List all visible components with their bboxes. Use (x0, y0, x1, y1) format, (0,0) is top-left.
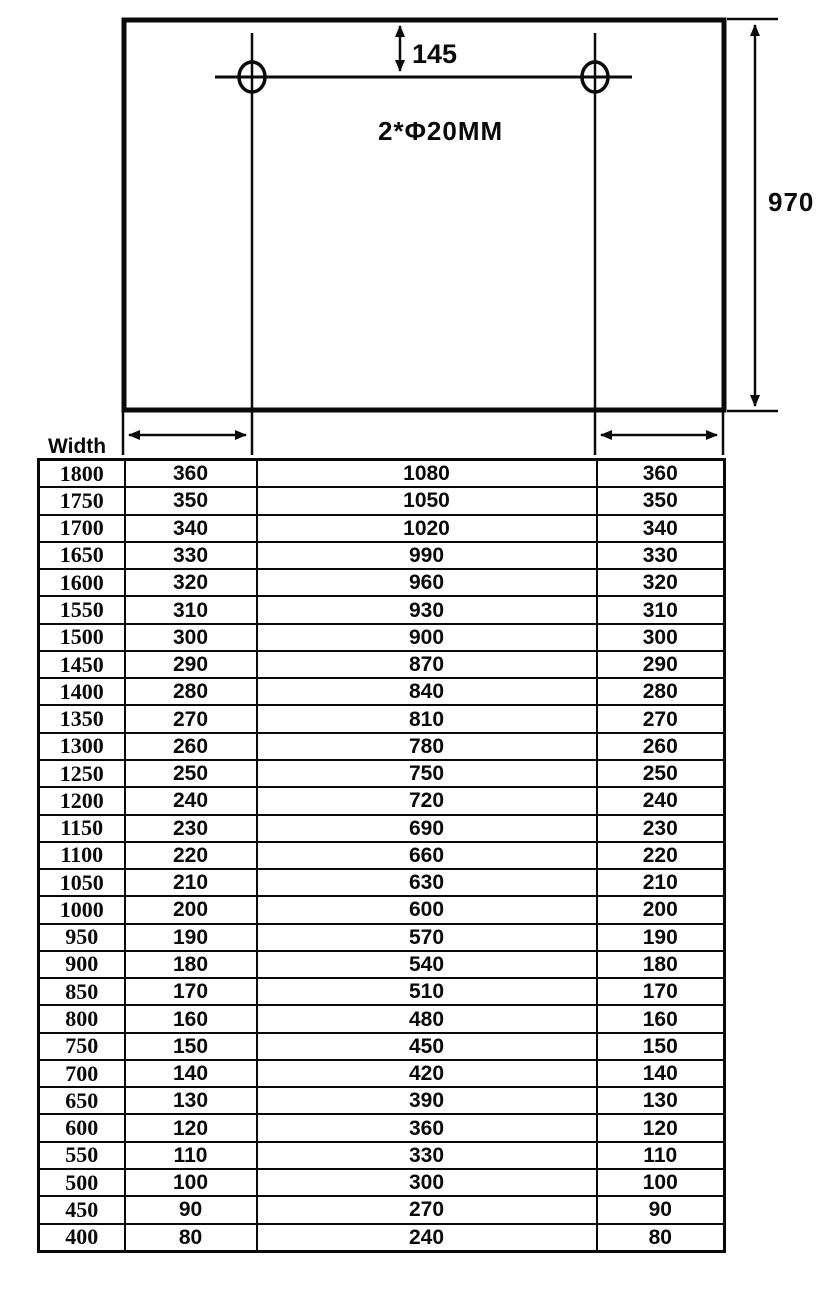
width-cell: 1350 (39, 705, 125, 732)
width-cell: 750 (39, 1033, 125, 1060)
segment-cell: 220 (597, 842, 725, 869)
width-cell: 850 (39, 978, 125, 1005)
segment-cell: 320 (125, 569, 257, 596)
width-cell: 550 (39, 1142, 125, 1169)
segment-cell: 270 (257, 1196, 597, 1223)
segment-cell: 310 (125, 596, 257, 623)
width-cell: 1550 (39, 596, 125, 623)
segment-cell: 390 (257, 1087, 597, 1114)
width-cell: 1100 (39, 842, 125, 869)
table-row (39, 651, 725, 678)
segment-cell: 250 (125, 760, 257, 787)
segment-cell: 320 (597, 569, 725, 596)
segment-cell: 130 (125, 1087, 257, 1114)
table-row (39, 1033, 725, 1060)
segment-cell: 300 (125, 624, 257, 651)
segment-cell: 870 (257, 651, 597, 678)
segment-cell: 330 (125, 542, 257, 569)
table-row (39, 1060, 725, 1087)
segment-cell: 1050 (257, 487, 597, 514)
width-cell: 1700 (39, 515, 125, 542)
segment-cell: 140 (125, 1060, 257, 1087)
width-cell: 650 (39, 1087, 125, 1114)
segment-cell: 180 (597, 951, 725, 978)
segment-cell: 260 (125, 733, 257, 760)
segment-cell: 220 (125, 842, 257, 869)
table-row (39, 515, 725, 542)
segment-cell: 90 (125, 1196, 257, 1223)
table-row (39, 1114, 725, 1141)
segment-cell: 330 (257, 1142, 597, 1169)
segment-cell: 280 (125, 678, 257, 705)
segment-cell: 240 (125, 787, 257, 814)
segment-cell: 270 (597, 705, 725, 732)
segment-cell: 190 (597, 924, 725, 951)
segment-cell: 90 (597, 1196, 725, 1223)
table-row (39, 815, 725, 842)
segment-cell: 120 (125, 1114, 257, 1141)
table-row (39, 624, 725, 651)
table-row (39, 542, 725, 569)
segment-cell: 110 (597, 1142, 725, 1169)
table-row (39, 978, 725, 1005)
segment-cell: 780 (257, 733, 597, 760)
segment-cell: 240 (597, 787, 725, 814)
mounting-diagram (0, 0, 823, 458)
segment-cell: 300 (257, 1169, 597, 1196)
segment-cell: 230 (125, 815, 257, 842)
top-offset-dimension-label: 145 (412, 39, 458, 69)
segment-cell: 250 (597, 760, 725, 787)
table-row (39, 951, 725, 978)
width-cell: 1050 (39, 869, 125, 896)
segment-cell: 290 (125, 651, 257, 678)
segment-cell: 310 (597, 596, 725, 623)
segment-cell: 540 (257, 951, 597, 978)
width-cell: 1250 (39, 760, 125, 787)
segment-cell: 450 (257, 1033, 597, 1060)
segment-cell: 170 (125, 978, 257, 1005)
width-dimension-table (37, 458, 726, 1253)
segment-cell: 280 (597, 678, 725, 705)
size-table-body (39, 460, 725, 1252)
table-row (39, 596, 725, 623)
width-cell: 500 (39, 1169, 125, 1196)
segment-cell: 840 (257, 678, 597, 705)
segment-cell: 990 (257, 542, 597, 569)
table-row (39, 1169, 725, 1196)
segment-cell: 210 (125, 869, 257, 896)
segment-cell: 120 (597, 1114, 725, 1141)
table-row (39, 924, 725, 951)
segment-cell: 110 (125, 1142, 257, 1169)
segment-cell: 340 (597, 515, 725, 542)
width-cell: 1450 (39, 651, 125, 678)
segment-cell: 480 (257, 1005, 597, 1032)
width-cell: 450 (39, 1196, 125, 1223)
segment-cell: 190 (125, 924, 257, 951)
segment-cell: 260 (597, 733, 725, 760)
segment-cell: 350 (597, 487, 725, 514)
segment-cell: 160 (597, 1005, 725, 1032)
width-cell: 900 (39, 951, 125, 978)
table-row (39, 1142, 725, 1169)
segment-cell: 900 (257, 624, 597, 651)
segment-cell: 960 (257, 569, 597, 596)
segment-cell: 570 (257, 924, 597, 951)
segment-cell: 510 (257, 978, 597, 1005)
width-cell: 1150 (39, 815, 125, 842)
segment-cell: 230 (597, 815, 725, 842)
width-axis-label: Width (48, 435, 107, 458)
width-cell: 1600 (39, 569, 125, 596)
width-cell: 1500 (39, 624, 125, 651)
table-row (39, 1087, 725, 1114)
width-cell: 800 (39, 1005, 125, 1032)
segment-cell: 300 (597, 624, 725, 651)
table-row (39, 569, 725, 596)
segment-cell: 750 (257, 760, 597, 787)
segment-cell: 150 (597, 1033, 725, 1060)
segment-cell: 270 (125, 705, 257, 732)
segment-cell: 130 (597, 1087, 725, 1114)
width-cell: 1400 (39, 678, 125, 705)
hole-spec-label: 2*Φ20MM (378, 116, 504, 146)
width-cell: 700 (39, 1060, 125, 1087)
segment-cell: 360 (597, 460, 725, 488)
table-row (39, 842, 725, 869)
segment-cell: 240 (257, 1224, 597, 1252)
segment-cell: 290 (597, 651, 725, 678)
segment-cell: 660 (257, 842, 597, 869)
segment-cell: 200 (125, 896, 257, 923)
segment-cell: 420 (257, 1060, 597, 1087)
segment-cell: 100 (125, 1169, 257, 1196)
width-cell: 1300 (39, 733, 125, 760)
segment-cell: 360 (125, 460, 257, 488)
segment-cell: 930 (257, 596, 597, 623)
table-row (39, 1224, 725, 1252)
segment-cell: 690 (257, 815, 597, 842)
segment-cell: 80 (597, 1224, 725, 1252)
segment-cell: 630 (257, 869, 597, 896)
segment-cell: 200 (597, 896, 725, 923)
width-cell: 400 (39, 1224, 125, 1252)
segment-cell: 600 (257, 896, 597, 923)
segment-cell: 810 (257, 705, 597, 732)
segment-cell: 340 (125, 515, 257, 542)
table-row (39, 733, 725, 760)
segment-cell: 350 (125, 487, 257, 514)
segment-cell: 80 (125, 1224, 257, 1252)
segment-cell: 210 (597, 869, 725, 896)
table-row (39, 760, 725, 787)
width-cell: 1000 (39, 896, 125, 923)
segment-cell: 180 (125, 951, 257, 978)
segment-cell: 150 (125, 1033, 257, 1060)
table-row (39, 678, 725, 705)
segment-cell: 1020 (257, 515, 597, 542)
segment-cell: 160 (125, 1005, 257, 1032)
width-cell: 1750 (39, 487, 125, 514)
table-row (39, 487, 725, 514)
width-cell: 950 (39, 924, 125, 951)
segment-cell: 170 (597, 978, 725, 1005)
segment-cell: 330 (597, 542, 725, 569)
table-row (39, 1005, 725, 1032)
table-row (39, 705, 725, 732)
table-row (39, 869, 725, 896)
segment-cell: 100 (597, 1169, 725, 1196)
segment-cell: 1080 (257, 460, 597, 488)
height-dimension-label: 970 (768, 187, 815, 217)
width-cell: 1200 (39, 787, 125, 814)
segment-cell: 360 (257, 1114, 597, 1141)
segment-cell: 140 (597, 1060, 725, 1087)
table-row (39, 787, 725, 814)
width-cell: 1800 (39, 460, 125, 488)
table-row (39, 1196, 725, 1223)
width-cell: 600 (39, 1114, 125, 1141)
segment-cell: 720 (257, 787, 597, 814)
width-cell: 1650 (39, 542, 125, 569)
table-row (39, 896, 725, 923)
table-row (39, 460, 725, 488)
